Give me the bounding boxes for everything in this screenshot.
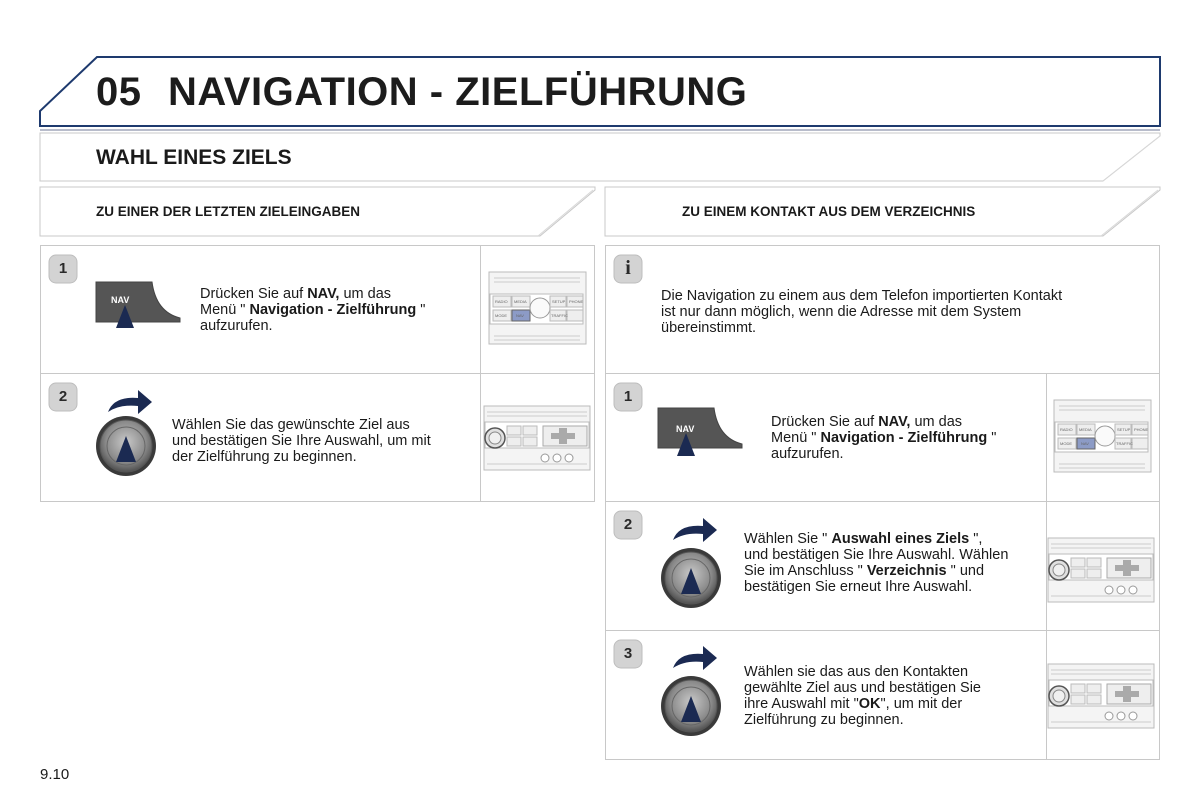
nav-button-icon [94, 278, 184, 348]
right-column-title: ZU EINEM KONTAKT AUS DEM VERZEICHNIS [682, 204, 976, 219]
phone-button-label: PHONE [569, 299, 584, 304]
radio-panel-nav [1053, 398, 1153, 474]
step-badge [48, 254, 78, 284]
text-line: Wählen sie das aus den Kontakten [744, 664, 969, 680]
text-line: Drücken Sie auf NAV, um das [200, 286, 392, 302]
radio-button-label: RADIO [495, 299, 508, 304]
radio-button-label: RADIO [1060, 427, 1073, 432]
step-number: 3 [623, 645, 633, 662]
text-line: Menü " Navigation - Zielführung " [771, 430, 997, 446]
text-line: Zielführung zu beginnen. [744, 712, 904, 728]
text-line: Menü " Navigation - Zielführung " [200, 302, 426, 318]
text-line: der Zielführung zu beginnen. [172, 449, 357, 465]
media-button-label: MEDIA [514, 299, 527, 304]
setup-button-label: SETUP [552, 299, 566, 304]
left-column-title: ZU EINER DER LETZTEN ZIELEINGABEN [96, 204, 361, 219]
chapter-number: 05 [96, 70, 142, 114]
step-badge [613, 639, 643, 669]
header-frames [0, 0, 1200, 260]
media-button-label: MEDIA [1079, 427, 1092, 432]
step-badge [613, 382, 643, 412]
nav-button-label: NAV [1081, 441, 1089, 446]
traffic-button-label: TRAFFIC [1116, 441, 1133, 446]
rotary-knob-icon [659, 644, 729, 740]
rotary-knob-icon [94, 388, 164, 484]
left-step-2-text [172, 417, 431, 465]
info-text [661, 288, 1062, 336]
step-badge [613, 510, 643, 540]
text-line: übereinstimmt. [661, 320, 757, 336]
nav-button-icon [656, 404, 746, 476]
radio-panel-knob [483, 404, 593, 474]
phone-button-label: PHONE [1134, 427, 1149, 432]
text-line: aufzurufen. [771, 446, 844, 462]
page-number: 9.10 [40, 766, 70, 783]
text-line: aufzurufen. [200, 318, 273, 334]
info-badge [613, 254, 643, 284]
step-number: 2 [58, 388, 68, 405]
right-step-3-text [744, 664, 981, 728]
nav-button-label: NAV [516, 313, 524, 318]
right-step-1-text [771, 414, 996, 462]
text-line: und bestätigen Sie Ihre Auswahl, um mit [172, 433, 431, 449]
nav-button-label: NAV [676, 424, 695, 434]
text-line: ist nur dann möglich, wenn die Adresse mit dem System [661, 304, 1022, 320]
section-title: WAHL EINES ZIELS [96, 146, 292, 169]
text-line: Wählen Sie das gewünschte Ziel aus [172, 417, 410, 433]
text-line: Wählen Sie " Auswahl eines Ziels ", [744, 531, 983, 547]
chapter-title: NAVIGATION - ZIELFÜHRUNG [168, 70, 748, 114]
left-step-1-text [200, 286, 425, 334]
left-divider [480, 245, 481, 502]
text-line: Die Navigation zu einem aus dem Telefon importierten Kontakt [661, 288, 1063, 304]
text-line: und bestätigen Sie Ihre Auswahl. Wählen [744, 547, 1009, 563]
step-number: 2 [623, 516, 633, 533]
rotary-knob-icon [659, 516, 729, 612]
nav-button-label: NAV [111, 295, 130, 305]
traffic-button-label: TRAFFIC [551, 313, 568, 318]
mode-button-label: MODE [1060, 441, 1072, 446]
step-badge [48, 382, 78, 412]
text-line: bestätigen Sie erneut Ihre Auswahl. [744, 579, 973, 595]
info-icon: i [625, 257, 631, 279]
setup-button-label: SETUP [1117, 427, 1131, 432]
mode-button-label: MODE [495, 313, 507, 318]
step-number: 1 [623, 388, 633, 405]
text-line: ihre Auswahl mit "OK", um mit der [744, 696, 963, 712]
radio-panel-nav [488, 270, 588, 346]
radio-panel-knob [1047, 536, 1157, 606]
text-line: Sie im Anschluss " Verzeichnis " und [744, 563, 985, 579]
radio-panel-knob [1047, 662, 1157, 732]
step-number: 1 [58, 260, 68, 277]
right-step-2-text [744, 531, 1008, 595]
text-line: gewählte Ziel aus und bestätigen Sie [744, 680, 981, 696]
text-line: Drücken Sie auf NAV, um das [771, 414, 963, 430]
